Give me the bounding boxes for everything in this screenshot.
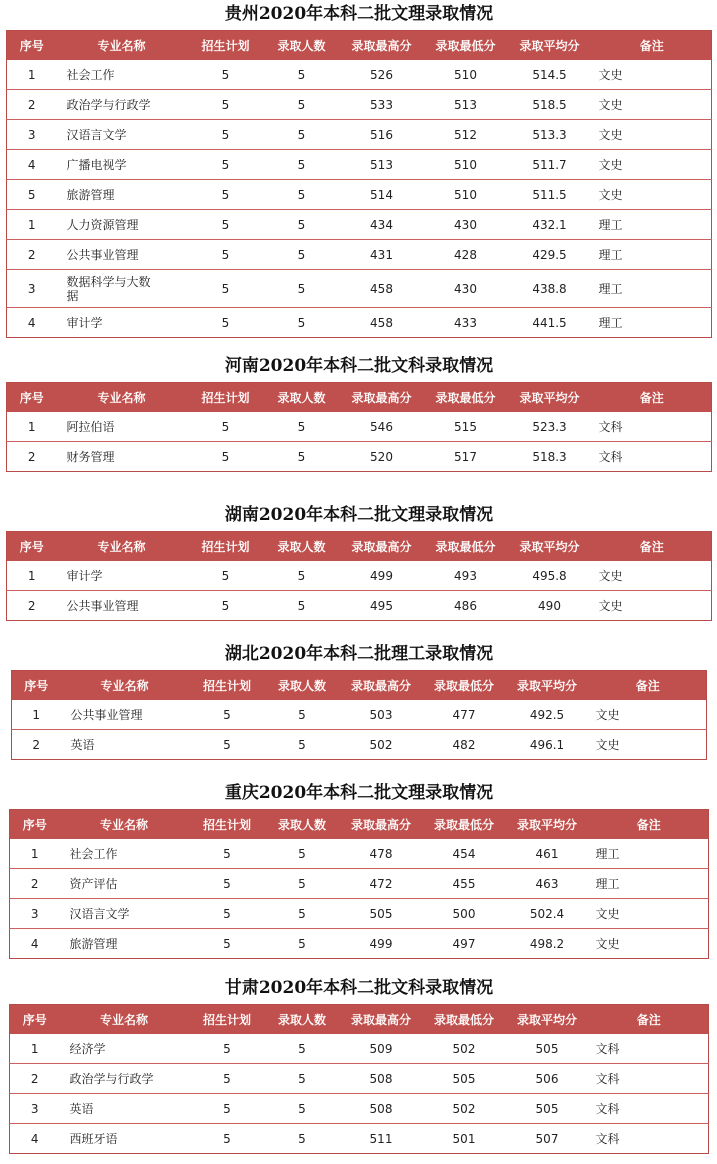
avg-score: 511.5 — [507, 180, 593, 210]
min-score: 477 — [424, 700, 505, 730]
column-header: 序号 — [7, 532, 57, 562]
admitted-count: 5 — [265, 180, 339, 210]
column-header: 招生计划 — [189, 1005, 266, 1035]
table-row — [10, 1064, 709, 1094]
column-header: 录取平均分 — [507, 532, 593, 562]
column-header: 专业名称 — [57, 31, 187, 61]
min-score: 455 — [424, 869, 505, 899]
category-note: 文史 — [593, 561, 712, 591]
admission-table — [9, 809, 709, 959]
enroll-plan: 5 — [223, 737, 231, 752]
min-score: 486 — [454, 598, 477, 613]
category-note: 理工 — [590, 839, 709, 869]
admitted-count: 5 — [265, 270, 339, 308]
row-index: 1 — [10, 1034, 60, 1064]
admitted-count: 5 — [265, 120, 339, 150]
max-score: 458 — [339, 270, 425, 308]
category-note: 文科 — [590, 1064, 709, 1094]
max-score: 499 — [369, 936, 393, 951]
category-note: 理工 — [593, 270, 712, 308]
column-header: 录取最高分 — [339, 1005, 424, 1035]
max-score: 508 — [339, 1064, 424, 1094]
row-index: 1 — [12, 700, 61, 730]
section-title: 湖南2020年本科二批文理录取情况 — [224, 505, 494, 525]
major-name: 审计学 — [57, 561, 187, 591]
table-row — [10, 839, 709, 869]
column-header: 招生计划 — [187, 383, 265, 413]
column-header: 录取最低分 — [424, 671, 505, 701]
avg-score: 495.8 — [507, 561, 593, 591]
min-score: 513 — [425, 90, 507, 120]
section-title: 重庆2020年本科二批文理录取情况 — [224, 783, 494, 803]
column-header: 专业名称 — [61, 671, 189, 701]
avg-score: 490 — [538, 598, 561, 613]
admitted-count: 5 — [297, 315, 306, 330]
column-header: 录取最低分 — [424, 1005, 505, 1035]
admitted-count: 5 — [266, 1034, 339, 1064]
row-index: 1 — [7, 210, 57, 240]
major-name: 政治学与行政学 — [60, 1064, 189, 1094]
max-score: 511 — [369, 1131, 393, 1146]
major-name: 政治学与行政学 — [57, 90, 187, 120]
max-score: 499 — [339, 561, 425, 591]
max-score: 431 — [339, 240, 425, 270]
avg-score: 506 — [505, 1064, 590, 1094]
enroll-plan: 5 — [189, 899, 266, 929]
row-index: 3 — [10, 1094, 60, 1124]
admitted-count: 5 — [297, 598, 306, 613]
avg-score: 513.3 — [507, 120, 593, 150]
category-note: 理工 — [590, 869, 709, 899]
max-score: 505 — [339, 899, 424, 929]
max-score: 502 — [369, 737, 393, 752]
major-name: 广播电视学 — [57, 150, 187, 180]
major-name: 社会工作 — [57, 60, 187, 90]
category-note: 文史 — [593, 90, 712, 120]
major-name: 财务管理 — [66, 449, 115, 464]
table-row — [7, 442, 712, 472]
min-score: 510 — [425, 60, 507, 90]
max-score: 458 — [370, 315, 393, 330]
avg-score: 518.3 — [532, 449, 567, 464]
major-name: 公共事业管理 — [66, 598, 139, 613]
avg-score: 502.4 — [505, 899, 590, 929]
max-score: 516 — [339, 120, 425, 150]
row-index: 1 — [10, 839, 60, 869]
major-name: 阿拉伯语 — [57, 412, 187, 442]
min-score: 433 — [454, 315, 477, 330]
major-name: 汉语言文学 — [57, 120, 187, 150]
column-header: 序号 — [7, 31, 57, 61]
admission-table — [6, 382, 712, 472]
column-header: 录取最低分 — [425, 31, 507, 61]
row-index: 3 — [7, 120, 57, 150]
major-name: 人力资源管理 — [57, 210, 187, 240]
category-note: 文史 — [593, 180, 712, 210]
admitted-count: 5 — [297, 449, 306, 464]
avg-score: 438.8 — [507, 270, 593, 308]
admission-section — [9, 976, 709, 1154]
enroll-plan: 5 — [187, 120, 265, 150]
min-score: 517 — [454, 449, 477, 464]
column-header: 录取人数 — [265, 532, 339, 562]
admission-section — [6, 503, 712, 621]
major-name: 社会工作 — [60, 839, 189, 869]
column-header: 录取最低分 — [425, 383, 507, 413]
column-header: 专业名称 — [60, 810, 189, 840]
table-row — [10, 1094, 709, 1124]
table-row — [7, 210, 712, 240]
table-header-row — [7, 383, 712, 413]
table-row — [7, 180, 712, 210]
min-score: 502 — [424, 1034, 505, 1064]
row-index: 1 — [7, 561, 57, 591]
table-row — [7, 120, 712, 150]
admission-table — [11, 670, 707, 760]
column-header: 录取人数 — [265, 31, 339, 61]
admission-section — [6, 354, 712, 472]
avg-score: 498.2 — [529, 936, 565, 951]
column-header: 录取最高分 — [339, 671, 424, 701]
row-index: 4 — [30, 936, 39, 951]
admitted-count: 5 — [265, 150, 339, 180]
category-note: 文史 — [590, 899, 709, 929]
min-score: 501 — [452, 1131, 476, 1146]
admitted-count: 5 — [298, 1131, 306, 1146]
category-note: 文科 — [595, 1131, 620, 1146]
admitted-count: 5 — [265, 240, 339, 270]
row-index: 2 — [32, 737, 41, 752]
enroll-plan: 5 — [189, 839, 266, 869]
enroll-plan: 5 — [187, 180, 265, 210]
min-score: 510 — [425, 150, 507, 180]
category-note: 文科 — [593, 412, 712, 442]
avg-score: 505 — [505, 1094, 590, 1124]
column-header: 招生计划 — [187, 31, 265, 61]
row-index: 3 — [10, 899, 60, 929]
admitted-count: 5 — [266, 700, 339, 730]
table-row — [7, 308, 712, 338]
min-score: 454 — [424, 839, 505, 869]
min-score: 430 — [425, 210, 507, 240]
row-index: 1 — [7, 412, 57, 442]
enroll-plan: 5 — [221, 315, 230, 330]
table-row — [7, 60, 712, 90]
category-note: 文史 — [595, 737, 620, 752]
admitted-count: 5 — [265, 60, 339, 90]
major-name: 旅游管理 — [69, 936, 118, 951]
column-header: 录取最高分 — [339, 532, 425, 562]
column-header: 招生计划 — [187, 532, 265, 562]
max-score: 546 — [339, 412, 425, 442]
column-header: 招生计划 — [189, 810, 266, 840]
column-header: 序号 — [10, 810, 60, 840]
table-row — [10, 869, 709, 899]
enroll-plan: 5 — [187, 210, 265, 240]
table-header-row — [10, 810, 709, 840]
table-row — [12, 730, 707, 760]
section-title: 贵州2020年本科二批文理录取情况 — [224, 4, 494, 24]
min-score: 505 — [424, 1064, 505, 1094]
table-row — [7, 90, 712, 120]
admitted-count: 5 — [265, 561, 339, 591]
major-name: 汉语言文学 — [60, 899, 189, 929]
column-header: 录取人数 — [266, 810, 339, 840]
admitted-count: 5 — [265, 412, 339, 442]
min-score: 515 — [425, 412, 507, 442]
enroll-plan: 5 — [189, 1094, 266, 1124]
min-score: 500 — [424, 899, 505, 929]
enroll-plan: 5 — [189, 869, 266, 899]
column-header: 录取最低分 — [424, 810, 505, 840]
max-score: 434 — [339, 210, 425, 240]
category-note: 文史 — [593, 120, 712, 150]
avg-score: 429.5 — [507, 240, 593, 270]
major-name: 经济学 — [60, 1034, 189, 1064]
enroll-plan: 5 — [221, 449, 230, 464]
category-note: 文史 — [598, 598, 623, 613]
avg-score: 441.5 — [532, 315, 567, 330]
category-note: 理工 — [598, 315, 623, 330]
enroll-plan: 5 — [187, 240, 265, 270]
column-header: 录取人数 — [266, 671, 339, 701]
admitted-count: 5 — [266, 899, 339, 929]
column-header: 专业名称 — [57, 532, 187, 562]
table-row — [12, 700, 707, 730]
column-header: 录取平均分 — [505, 1005, 590, 1035]
min-score: 512 — [425, 120, 507, 150]
admission-table — [6, 30, 712, 338]
column-header: 备注 — [590, 810, 709, 840]
enroll-plan: 5 — [187, 150, 265, 180]
min-score: 428 — [425, 240, 507, 270]
row-index: 4 — [27, 315, 36, 330]
avg-score: 496.1 — [529, 737, 565, 752]
row-index: 2 — [7, 240, 57, 270]
column-header: 录取人数 — [266, 1005, 339, 1035]
row-index: 4 — [30, 1131, 39, 1146]
admission-section — [9, 781, 709, 959]
avg-score: 505 — [505, 1034, 590, 1064]
major-name: 公共事业管理 — [61, 700, 189, 730]
enroll-plan: 5 — [187, 90, 265, 120]
table-row — [10, 1124, 709, 1154]
table-row — [7, 561, 712, 591]
column-header: 录取最高分 — [339, 31, 425, 61]
column-header: 序号 — [12, 671, 61, 701]
admitted-count: 5 — [266, 869, 339, 899]
avg-score: 463 — [505, 869, 590, 899]
row-index: 2 — [27, 598, 36, 613]
column-header: 录取平均分 — [505, 671, 590, 701]
column-header: 序号 — [10, 1005, 60, 1035]
row-index: 2 — [10, 869, 60, 899]
category-note: 文史 — [595, 936, 620, 951]
min-score: 497 — [452, 936, 476, 951]
column-header: 录取平均分 — [507, 383, 593, 413]
min-score: 510 — [425, 180, 507, 210]
max-score: 533 — [339, 90, 425, 120]
avg-score: 523.3 — [507, 412, 593, 442]
category-note: 文科 — [598, 449, 623, 464]
admission-table — [6, 531, 712, 621]
column-header: 录取人数 — [265, 383, 339, 413]
table-row — [7, 150, 712, 180]
column-header: 备注 — [593, 383, 712, 413]
row-index: 4 — [7, 150, 57, 180]
table-row — [10, 899, 709, 929]
max-score: 503 — [339, 700, 424, 730]
admitted-count: 5 — [265, 210, 339, 240]
column-header: 序号 — [7, 383, 57, 413]
row-index: 3 — [7, 270, 57, 308]
avg-score: 514.5 — [507, 60, 593, 90]
column-header: 录取最高分 — [339, 383, 425, 413]
min-score: 482 — [452, 737, 476, 752]
enroll-plan: 5 — [223, 1131, 231, 1146]
column-header: 备注 — [590, 671, 707, 701]
table-row — [10, 929, 709, 959]
category-note: 理工 — [593, 210, 712, 240]
admitted-count: 5 — [266, 1064, 339, 1094]
major-name: 英语 — [70, 737, 95, 752]
row-index: 1 — [7, 60, 57, 90]
category-note: 理工 — [593, 240, 712, 270]
table-row — [7, 240, 712, 270]
max-score: 509 — [339, 1034, 424, 1064]
admitted-count: 5 — [266, 1094, 339, 1124]
table-row — [7, 412, 712, 442]
admitted-count: 5 — [298, 737, 306, 752]
enroll-plan: 5 — [221, 598, 230, 613]
avg-score: 461 — [505, 839, 590, 869]
column-header: 录取最低分 — [425, 532, 507, 562]
max-score: 478 — [339, 839, 424, 869]
admission-table — [9, 1004, 709, 1154]
table-header-row — [12, 671, 707, 701]
section-title: 湖北2020年本科二批理工录取情况 — [224, 644, 494, 664]
max-score: 514 — [339, 180, 425, 210]
enroll-plan: 5 — [223, 936, 231, 951]
max-score: 520 — [370, 449, 393, 464]
enroll-plan: 5 — [187, 561, 265, 591]
enroll-plan: 5 — [187, 270, 265, 308]
admission-section — [11, 642, 707, 760]
table-header-row — [7, 31, 712, 61]
enroll-plan: 5 — [189, 700, 266, 730]
avg-score: 507 — [535, 1131, 559, 1146]
avg-score: 432.1 — [507, 210, 593, 240]
row-index: 2 — [27, 449, 36, 464]
avg-score: 518.5 — [507, 90, 593, 120]
min-score: 502 — [424, 1094, 505, 1124]
admitted-count: 5 — [266, 839, 339, 869]
column-header: 录取最高分 — [339, 810, 424, 840]
major-name: 数据科学与大数据 — [57, 270, 187, 308]
category-note: 文科 — [590, 1034, 709, 1064]
avg-score: 492.5 — [505, 700, 590, 730]
column-header: 录取平均分 — [505, 810, 590, 840]
table-row — [10, 1034, 709, 1064]
category-note: 文史 — [590, 700, 707, 730]
column-header: 录取平均分 — [507, 31, 593, 61]
column-header: 招生计划 — [189, 671, 266, 701]
major-name: 英语 — [60, 1094, 189, 1124]
category-note: 文科 — [590, 1094, 709, 1124]
row-index: 2 — [10, 1064, 60, 1094]
table-header-row — [7, 532, 712, 562]
enroll-plan: 5 — [187, 412, 265, 442]
table-header-row — [10, 1005, 709, 1035]
major-name: 西班牙语 — [69, 1131, 118, 1146]
max-score: 472 — [339, 869, 424, 899]
max-score: 526 — [339, 60, 425, 90]
row-index: 5 — [7, 180, 57, 210]
major-name: 公共事业管理 — [57, 240, 187, 270]
max-score: 508 — [339, 1094, 424, 1124]
column-header: 备注 — [590, 1005, 709, 1035]
column-header: 专业名称 — [57, 383, 187, 413]
row-index: 2 — [7, 90, 57, 120]
column-header: 备注 — [593, 532, 712, 562]
category-note: 文史 — [593, 60, 712, 90]
min-score: 430 — [425, 270, 507, 308]
max-score: 513 — [339, 150, 425, 180]
section-title: 河南2020年本科二批文科录取情况 — [224, 356, 494, 376]
major-name: 旅游管理 — [57, 180, 187, 210]
major-name: 审计学 — [66, 315, 103, 330]
table-row — [7, 591, 712, 621]
category-note: 文史 — [593, 150, 712, 180]
column-header: 专业名称 — [60, 1005, 189, 1035]
table-row — [7, 270, 712, 308]
major-name: 资产评估 — [60, 869, 189, 899]
avg-score: 511.7 — [507, 150, 593, 180]
min-score: 493 — [425, 561, 507, 591]
admission-section — [6, 2, 712, 338]
admitted-count: 5 — [298, 936, 306, 951]
section-title: 甘肃2020年本科二批文科录取情况 — [224, 978, 494, 998]
max-score: 495 — [370, 598, 393, 613]
enroll-plan: 5 — [189, 1064, 266, 1094]
enroll-plan: 5 — [189, 1034, 266, 1064]
column-header: 备注 — [593, 31, 712, 61]
admitted-count: 5 — [265, 90, 339, 120]
enroll-plan: 5 — [187, 60, 265, 90]
